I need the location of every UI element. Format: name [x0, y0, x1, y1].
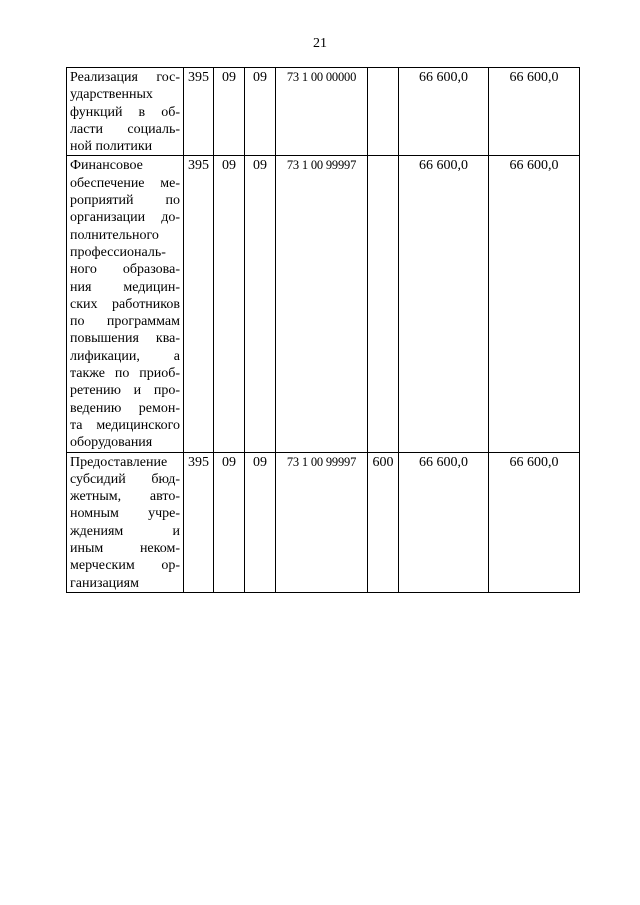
amount-year-2-cell: 66 600,0	[489, 68, 580, 156]
item-name-cell	[67, 68, 184, 156]
subsection-code-cell: 09	[245, 156, 276, 452]
item-name-line: ной политики	[70, 139, 153, 155]
section-code-cell: 09	[214, 156, 245, 452]
item-name-line: номным учре-	[70, 506, 180, 522]
item-name-line: жетным, авто-	[70, 489, 180, 505]
page-number: 21	[313, 36, 327, 51]
amount-year-1-cell: 66 600,0	[399, 452, 489, 592]
item-name-line: ласти социаль-	[70, 121, 180, 137]
item-name-line: лификации, а	[70, 348, 180, 364]
ministry-code-cell: 395	[184, 68, 214, 156]
amount-year-2-cell: 66 600,0	[489, 452, 580, 592]
item-name-line: иным неком-	[70, 541, 180, 557]
target-article-cell: 73 1 00 99997	[276, 452, 368, 592]
item-name-cell	[67, 452, 184, 592]
amount-year-2-cell: 66 600,0	[489, 156, 580, 452]
item-name-line: полнительного	[70, 227, 159, 243]
ministry-code-cell: 395	[184, 452, 214, 592]
item-name-line: мерческим ор-	[70, 558, 180, 574]
item-name-line: ния медицин-	[70, 279, 180, 295]
subsection-code-cell: 09	[245, 452, 276, 592]
expense-type-cell	[368, 156, 399, 452]
item-name-line: также по приоб-	[70, 366, 180, 382]
subsection-code-cell: 09	[245, 68, 276, 156]
section-code-cell: 09	[214, 68, 245, 156]
table-row	[67, 68, 580, 156]
amount-year-1-cell: 66 600,0	[399, 156, 489, 452]
item-name-line: Предоставление	[70, 454, 168, 470]
item-name-cell	[67, 156, 184, 452]
item-name-line: та медицинского	[70, 417, 180, 433]
ministry-code-cell: 395	[184, 156, 214, 452]
target-article-cell: 73 1 00 00000	[276, 68, 368, 156]
expense-type-cell	[368, 68, 399, 156]
target-article-cell: 73 1 00 99997	[276, 156, 368, 452]
item-name-line: роприятий по	[70, 193, 180, 209]
item-name-line: обеспечение ме-	[70, 175, 180, 191]
item-name-line: ударственных	[70, 87, 153, 103]
item-name-line: функций в об-	[70, 104, 180, 120]
amount-year-1-cell: 66 600,0	[399, 68, 489, 156]
item-name-line: по программам	[70, 314, 180, 330]
item-name-line: Реализация гос-	[70, 70, 180, 85]
item-name-line: организации до-	[70, 210, 180, 226]
item-name-line: повышения ква-	[70, 331, 180, 347]
item-name-line: ведению ремон-	[70, 400, 180, 416]
item-name-line: профессиональ-	[70, 244, 166, 260]
table-row	[67, 156, 580, 452]
expense-type-cell: 600	[368, 452, 399, 592]
table-body	[67, 68, 580, 593]
budget-table	[66, 67, 580, 593]
item-name-line: оборудования	[70, 435, 153, 451]
item-name-line: субсидий бюд-	[70, 471, 180, 487]
section-code-cell: 09	[214, 452, 245, 592]
table-row	[67, 452, 580, 592]
item-name-line: ного образова-	[70, 262, 180, 278]
item-name-line: ретению и про-	[70, 383, 180, 399]
item-name-line: ждениям и	[70, 523, 180, 539]
item-name-line: Финансовое	[70, 158, 143, 174]
item-name-line: ганизациям	[70, 575, 139, 591]
item-name-line: ских работников	[70, 296, 180, 312]
